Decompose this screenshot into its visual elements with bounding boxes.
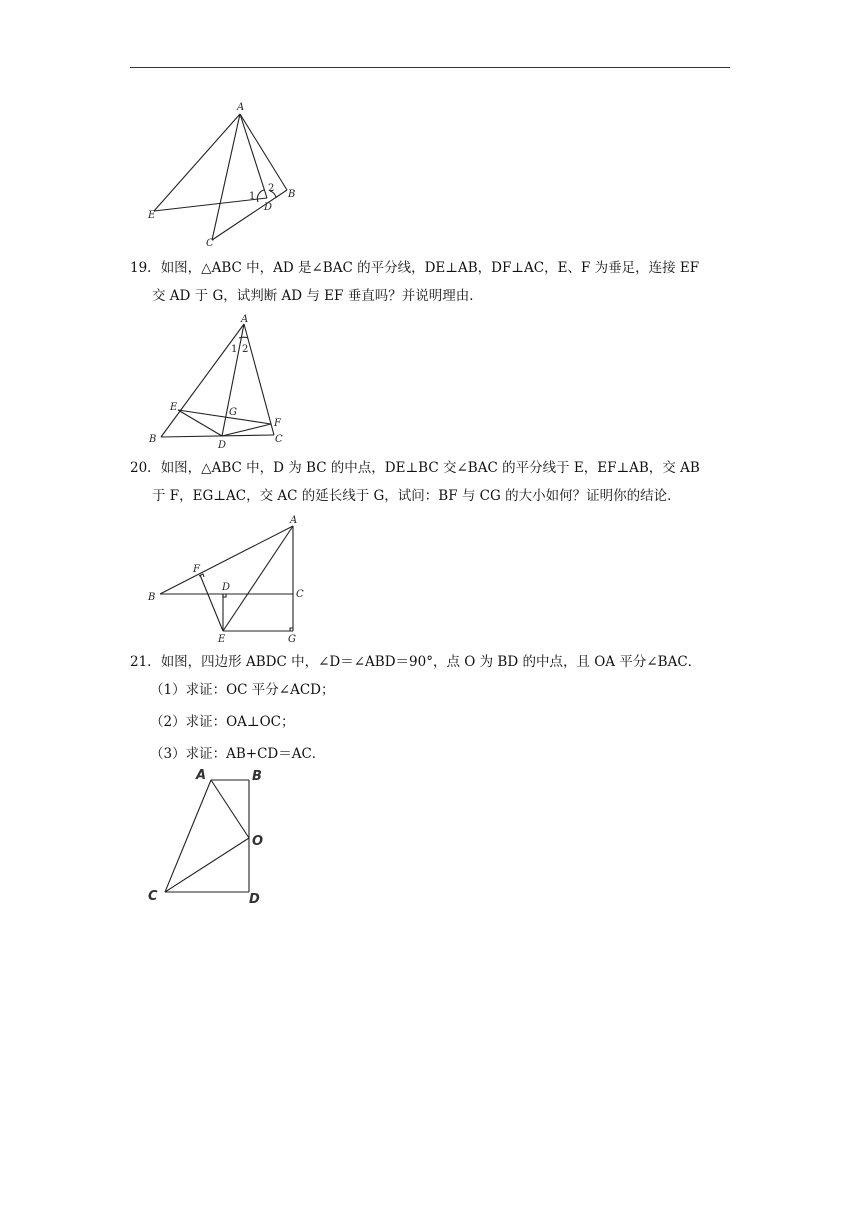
fig20-label-c: C [296,589,304,600]
fig20-label-d: D [222,582,231,593]
fig18-angle-2: 2 [268,183,275,194]
header-rule [130,67,730,68]
q21-text-line1: 如图，四边形 ABDC 中，∠D＝∠ABD＝90°，点 O 为 BD 的中点，且 OA 平分∠BAC． [160,654,702,670]
fig20-label-e: E [218,634,226,645]
fig20-label-b: B [148,592,156,603]
fig19-label-a: A [241,314,249,325]
fig18-label-c: C [206,238,214,249]
q20-text-line1: 如图，△ABC 中，D 为 BC 的中点，DE⊥BC 交∠BAC 的平分线于 E，EF⊥AB，交 AB [160,460,700,476]
q21-number: 21． [130,654,161,670]
question-19 [130,254,730,310]
q21-part-2: （2）求证：OA⊥OC； [150,714,295,730]
figure-19 [145,312,295,451]
fig19-angle-2: 2 [242,344,249,355]
fig19-label-d: D [218,440,227,451]
q19-text-line2: 交 AD 于 G，试判断 AD 与 EF 垂直吗？并说明理由． [152,288,483,304]
fig19-label-e: E [170,402,178,413]
fig20-label-a: A [290,515,298,526]
figure-20 [145,512,315,647]
fig18-label-a: A [237,102,245,113]
q19-text-line1: 如图，△ABC 中，AD 是∠BAC 的平分线，DE⊥AB，DF⊥AC，E、F 为垂足，连接 EF [160,260,700,276]
question-20 [130,454,730,510]
figure-21 [145,766,275,911]
fig18-label-b: B [288,189,296,200]
fig19-label-g: G [229,407,237,418]
fig19-angle-1: 1 [231,344,238,355]
question-21 [130,648,730,676]
fig21-label-a: A [196,768,207,783]
fig20-label-f: F [193,564,200,575]
fig20-label-g: G [288,634,296,645]
q20-text-line2: 于 F，EG⊥AC，交 AC 的延长线于 G，试问：BF 与 CG 的大小如何？证明你的结论． [152,488,681,504]
q20-number: 20． [130,460,161,476]
fig21-label-o: O [252,834,264,849]
fig21-label-d: D [249,892,260,907]
q19-number: 19． [130,260,161,276]
fig21-label-b: B [252,769,262,784]
figure-18 [140,98,310,248]
q21-part-3: （3）求证：AB+CD＝AC． [150,746,326,762]
fig19-label-f: F [274,418,281,429]
fig19-label-b: B [149,434,157,445]
q21-part-1: （1）求证：OC 平分∠ACD； [150,682,335,698]
fig18-label-e: E [148,210,156,221]
fig19-label-c: C [275,434,283,445]
fig21-label-c: C [148,889,158,904]
fig18-label-d: D [264,202,273,213]
fig18-angle-1: 1 [249,191,256,202]
